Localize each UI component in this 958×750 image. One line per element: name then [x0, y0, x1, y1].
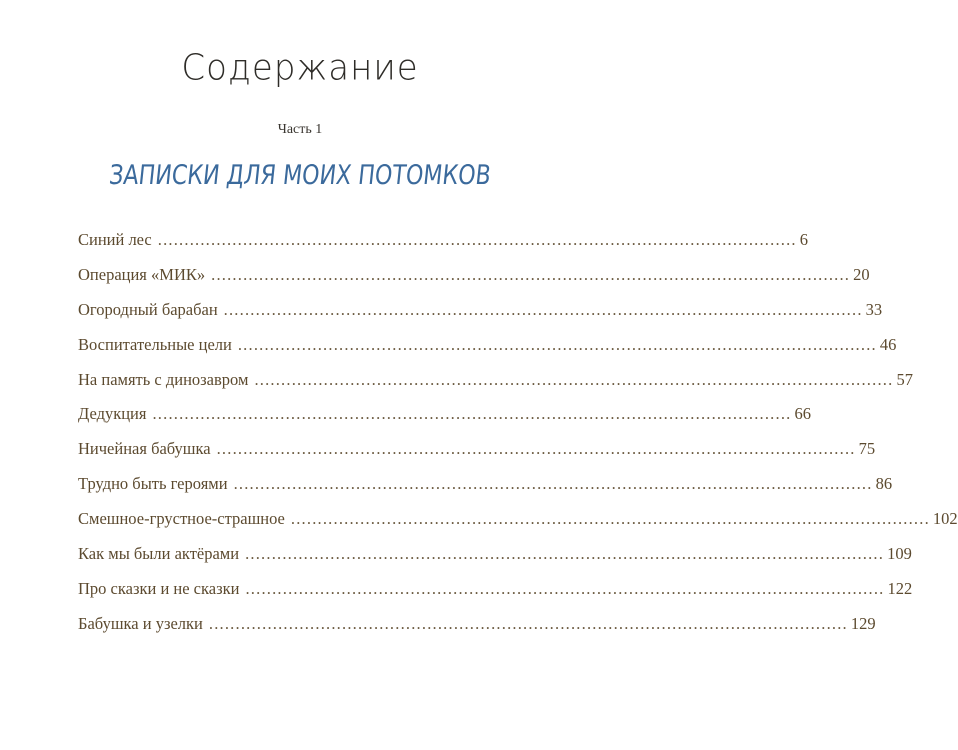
dot-leader: ........................................................................................................................: [290, 509, 930, 529]
toc-entry-page: 57: [896, 369, 913, 389]
toc-entry-title: Синий лес: [78, 230, 152, 249]
toc-entry[interactable]: [78, 509, 958, 544]
dot-leader: ........................................................................................................................: [223, 299, 863, 319]
toc-entry[interactable]: [78, 578, 913, 614]
dot-leader: ........................................................................................................................: [233, 474, 873, 494]
contents-heading: Содержание: [181, 47, 419, 89]
toc-entry-page: 129: [850, 613, 876, 633]
toc-entry[interactable]: [78, 264, 870, 300]
toc-entry-page: 33: [865, 299, 883, 319]
toc-entry-page: 109: [887, 544, 912, 564]
toc-entry-page: 86: [875, 474, 893, 494]
dot-leader: ........................................................................................................................: [245, 578, 885, 598]
toc-entry-title: Как мы были актёрами: [78, 544, 240, 564]
toc-entry[interactable]: [78, 404, 811, 439]
toc-entry-page: 66: [794, 404, 811, 424]
toc-entry-page: 46: [879, 334, 897, 354]
dot-leader: ........................................................................................................................: [254, 369, 894, 389]
toc-entry[interactable]: [78, 544, 912, 579]
dot-leader: ........................................................................................................................: [208, 613, 848, 633]
dot-leader: ........................................................................................................................: [157, 230, 797, 249]
toc-entry-title: На память с динозавром: [78, 369, 249, 389]
toc-entry-title: Трудно быть героями: [78, 474, 228, 494]
dot-leader: ........................................................................................................................: [216, 439, 856, 459]
toc-entry-title: Дедукция: [78, 404, 147, 424]
toc-entry-title: Про сказки и не сказки: [78, 578, 240, 598]
toc-entry-title: Огородный барабан: [78, 299, 218, 319]
part-title: ЗАПИСКИ ДЛЯ МОИХ ПОТОМКОВ: [107, 160, 493, 191]
toc-entry-title: Ничейная бабушка: [78, 439, 211, 459]
toc-entry[interactable]: [78, 439, 876, 474]
dot-leader: ........................................................................................................................: [211, 264, 851, 284]
toc-entry-title: Воспитательные цели: [78, 334, 232, 354]
toc-entry-page: 20: [853, 264, 870, 284]
toc-entry[interactable]: [78, 369, 913, 405]
toc-entry-page: 75: [858, 439, 876, 459]
toc-entry[interactable]: [78, 334, 897, 370]
toc-entry-title: Операция «МИК»: [78, 264, 206, 284]
toc-entry[interactable]: [78, 613, 876, 649]
table-of-contents: [78, 230, 958, 649]
toc-entry-page: 102: [932, 509, 958, 529]
toc-entry-page: 122: [887, 578, 913, 598]
dot-leader: ........................................................................................................................: [245, 544, 885, 564]
toc-entry[interactable]: [78, 299, 883, 335]
dot-leader: ........................................................................................................................: [152, 404, 792, 424]
toc-entry-title: Смешное-грустное-страшное: [78, 509, 285, 529]
toc-entry[interactable]: [78, 230, 808, 265]
part-label: Часть 1: [277, 122, 323, 137]
toc-entry-title: Бабушка и узелки: [78, 613, 203, 633]
toc-entry[interactable]: [78, 474, 893, 509]
toc-entry-page: 6: [799, 230, 808, 249]
dot-leader: ........................................................................................................................: [237, 334, 877, 354]
